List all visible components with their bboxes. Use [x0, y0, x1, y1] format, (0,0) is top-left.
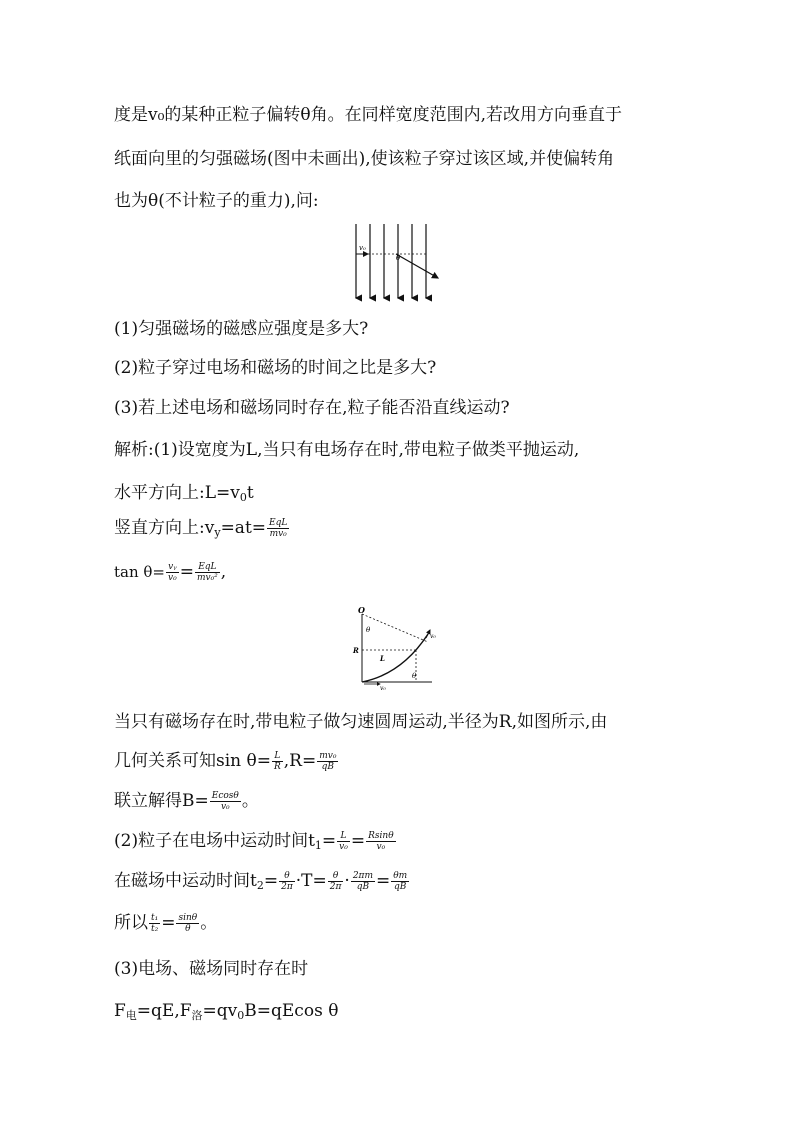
magnetic-field-figure [350, 604, 450, 694]
ratio-fraction-1 [149, 913, 160, 934]
m2-prefix: 几何关系可知sin θ= [114, 751, 271, 771]
v-prefix: 竖直方向上:v [114, 518, 215, 538]
solution-intro: 解析:(1)设宽度为L,当只有电场存在时,带电粒子做类平抛运动, [114, 440, 580, 460]
v0-bottom-label: v₀ [380, 685, 386, 692]
t2-equation [114, 870, 410, 897]
t2-den-2: 2π [329, 882, 342, 892]
b-prefix: 联立解得B= [114, 791, 209, 811]
t1-eq-2: = [350, 831, 366, 851]
ratio-den-1: t₂ [151, 924, 159, 934]
tan-suffix: , [220, 562, 227, 582]
v0-label: v₀ [359, 244, 366, 252]
o-label: O [358, 605, 365, 615]
ratio-suffix: 。 [200, 913, 218, 933]
v-sub: y [214, 526, 221, 539]
h-sub: 0 [239, 491, 247, 504]
tan-equation [114, 561, 226, 583]
t1-prefix: (2)粒子在电场中运动时间t [114, 831, 315, 851]
question-1: (1)匀强磁场的磁感应强度是多大? [114, 319, 369, 339]
f-sub-3: 0 [237, 1009, 245, 1022]
ratio-equation [114, 912, 217, 934]
t2-dot: · [344, 871, 350, 891]
f-prefix: F [114, 1001, 126, 1021]
tan-fraction-1 [166, 562, 179, 583]
question-2: (2)粒子穿过电场和磁场的时间之比是多大? [114, 358, 437, 378]
f-sub-2: 洛 [191, 1009, 203, 1022]
tan-num-2: EqL [195, 562, 220, 573]
m2-num-1: L [272, 751, 283, 762]
t2-num-1: θ [279, 871, 295, 882]
m2-mid: ,R= [283, 751, 317, 771]
f-suffix: B=qEcos θ [244, 1001, 339, 1021]
m2-den-1: R [274, 762, 281, 772]
theta-bottom-label: θ [412, 672, 417, 680]
m2-num-2: mv₀ [319, 751, 337, 761]
magnetic-line-1: 当只有磁场存在时,带电粒子做匀速圆周运动,半径为R,如图所示,由 [114, 712, 608, 732]
t2-fraction-3 [351, 871, 375, 892]
b-num: Ecosθ [211, 791, 239, 801]
t2-num-4: θm [393, 871, 408, 881]
t2-sub: 2 [256, 879, 264, 892]
t2-mid: ·T= [295, 871, 327, 891]
m2-den-2: qB [321, 762, 335, 772]
b-suffix: 。 [241, 791, 259, 811]
problem-line-3: 也为θ(不计粒子的重力),问: [114, 191, 319, 211]
b-den: v₀ [220, 802, 230, 812]
v-den: mv₀ [269, 529, 287, 539]
vertical-equation [114, 517, 290, 544]
t2-fraction-1 [279, 871, 295, 892]
m2-fraction-2 [317, 751, 338, 772]
part3-heading: (3)电场、磁场同时存在时 [114, 959, 309, 979]
tan-den-2: mv₀² [196, 573, 218, 583]
tan-den-1: v₀ [168, 573, 177, 583]
problem-line-1: 度是v₀的某种正粒子偏转θ角。在同样宽度范围内,若改用方向垂直于 [114, 105, 623, 125]
m2-fraction-1 [272, 751, 283, 772]
t1-eq: = [321, 831, 337, 851]
ratio-num-2: sinθ [178, 913, 198, 923]
h-prefix: 水平方向上:L=v [114, 483, 240, 503]
t2-fraction-4 [391, 871, 409, 892]
t2-eq: = [263, 871, 279, 891]
t2-den-1: 2π [281, 882, 293, 892]
f-mid-2: =qv [202, 1001, 238, 1021]
v0-top-label: v₀ [430, 633, 436, 640]
b-result [114, 790, 259, 812]
h-suffix: t [246, 483, 254, 503]
t1-fraction-2 [366, 831, 396, 852]
ratio-num-1: t₁ [151, 913, 159, 923]
radius-line [362, 614, 428, 642]
t1-num-1: L [337, 831, 350, 842]
horizontal-equation [114, 482, 254, 509]
tan-prefix: tan θ= [114, 563, 165, 581]
ratio-fraction-2 [176, 913, 199, 934]
deflected-path [396, 254, 438, 278]
ratio-eq: = [161, 913, 176, 933]
t1-den-2: v₀ [376, 842, 386, 852]
electric-field-figure [350, 222, 440, 302]
ratio-den-2: θ [185, 924, 191, 934]
t2-fraction-2 [328, 871, 344, 892]
t2-den-3: qB [356, 882, 370, 892]
t2-num-3: 2πm [352, 871, 373, 881]
force-equation [114, 1000, 338, 1027]
tan-eq: = [179, 562, 194, 582]
arc-path [362, 634, 428, 682]
t2-num-2: θ [328, 871, 344, 882]
f-mid: =qE,F [136, 1001, 192, 1021]
t2-den-4: qB [394, 882, 407, 892]
t1-fraction-1 [337, 831, 350, 852]
t1-num-2: Rsinθ [368, 831, 394, 841]
v-fraction [267, 518, 289, 539]
tan-num-1: vᵧ [166, 562, 179, 573]
l-label: L [380, 654, 385, 663]
t2-prefix: 在磁场中运动时间t [114, 871, 257, 891]
theta-top-label: θ [366, 626, 371, 634]
theta-label: θ [396, 254, 401, 262]
f-sub-1: 电 [125, 1009, 137, 1022]
b-fraction [210, 791, 241, 812]
t1-equation [114, 830, 397, 857]
question-3: (3)若上述电场和磁场同时存在,粒子能否沿直线运动? [114, 398, 510, 418]
t1-sub: 1 [314, 839, 322, 852]
ratio-prefix: 所以 [114, 913, 148, 933]
v-num: EqL [269, 518, 288, 528]
v-mid: =at= [220, 518, 267, 538]
t2-eq-3: = [376, 871, 391, 891]
t1-den-1: v₀ [339, 842, 348, 852]
magnetic-line-2 [114, 750, 339, 772]
r-label: R [353, 646, 359, 655]
problem-line-2: 纸面向里的匀强磁场(图中未画出),使该粒子穿过该区域,并使偏转角 [114, 149, 615, 169]
tan-fraction-2 [195, 562, 220, 583]
